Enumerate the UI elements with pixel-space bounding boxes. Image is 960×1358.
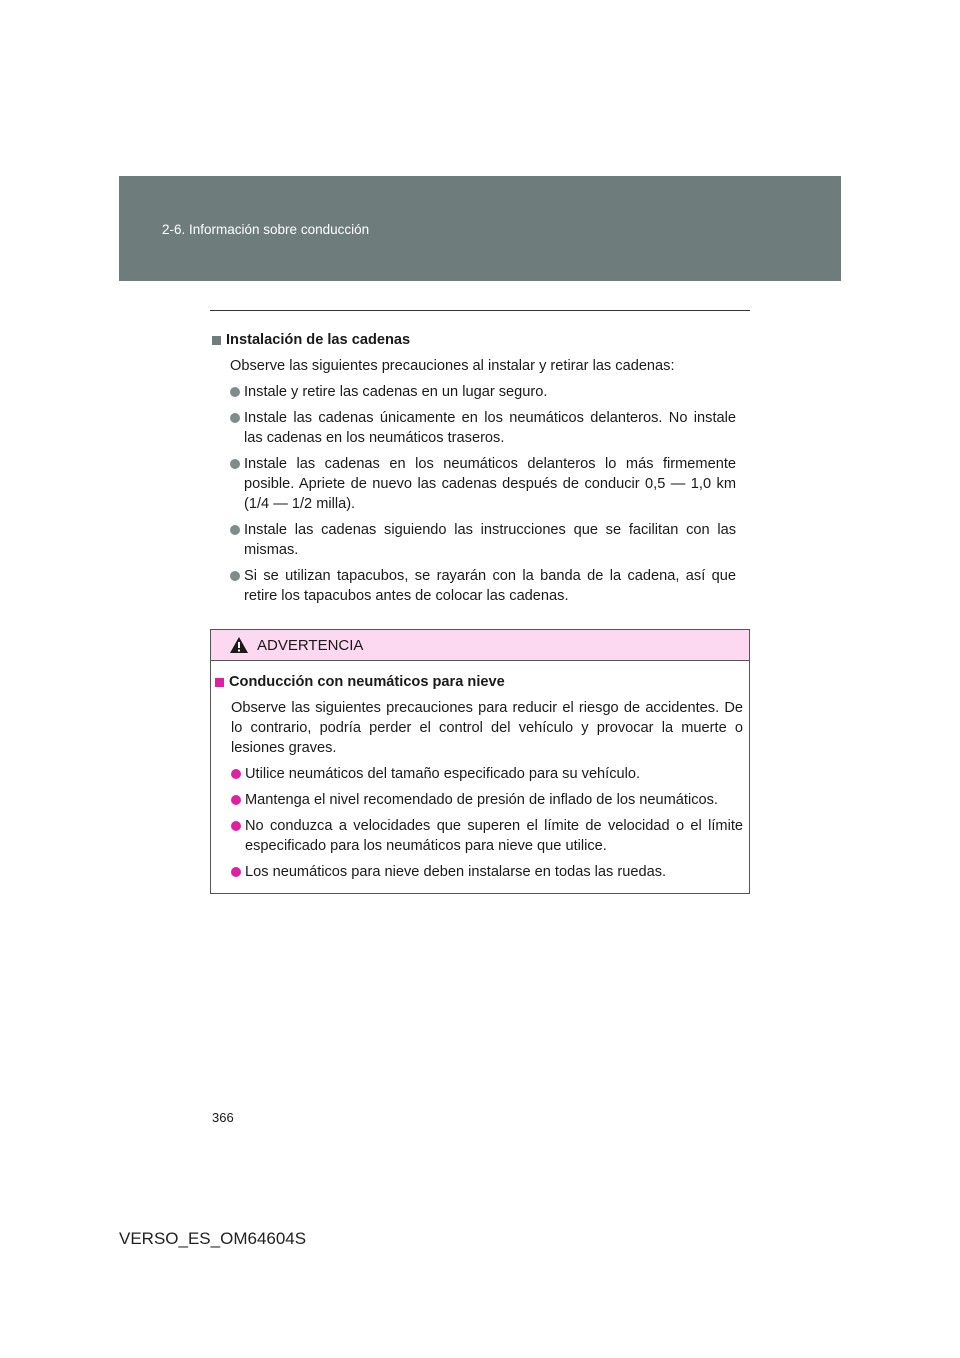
square-bullet-icon [215, 678, 224, 687]
list-item-text: Utilice neumáticos del tamaño especificado para su vehículo. [245, 766, 641, 782]
list-item [231, 764, 743, 784]
circle-bullet-icon [231, 769, 241, 779]
warning-box [210, 629, 750, 894]
divider [210, 310, 750, 311]
list-item [230, 520, 736, 560]
list-item-text: Los neumáticos para nieve deben instalarse en todas las ruedas. [245, 864, 667, 880]
list-item-text: Instale las cadenas en los neumáticos delanteros lo más firmemente posible. Apriete de nuevo las cadenas después de conducir 0,5 — 1,0 km (1/4 — 1/2 milla). [244, 456, 736, 512]
list-item [230, 382, 736, 402]
circle-bullet-icon [231, 795, 241, 805]
list-item [230, 454, 736, 514]
section-header [119, 176, 841, 281]
circle-bullet-icon [230, 387, 240, 397]
warning-heading [215, 672, 743, 692]
list-item-text: Instale las cadenas únicamente en los neumáticos delanteros. No instale las cadenas en los neumáticos traseros. [244, 410, 736, 446]
circle-bullet-icon [231, 867, 241, 877]
list-item [231, 816, 743, 856]
warning-title: ADVERTENCIA [257, 636, 364, 654]
circle-bullet-icon [231, 821, 241, 831]
list-item [230, 408, 736, 448]
list-item-text: Mantenga el nivel recomendado de presión de inflado de los neumáticos. [245, 792, 718, 808]
page-number: 366 [212, 1110, 234, 1125]
list-item-text: Si se utilizan tapacubos, se rayarán con la banda de la cadena, así que retire los tapacubos antes de colocar las cadenas. [244, 568, 736, 604]
warning-triangle-icon [229, 636, 249, 654]
circle-bullet-icon [230, 571, 240, 581]
list-item-text: Instale y retire las cadenas en un lugar seguro. [244, 384, 548, 400]
circle-bullet-icon [230, 413, 240, 423]
chains-intro: Observe las siguientes precauciones al instalar y retirar las cadenas: [230, 358, 675, 374]
chains-section [212, 330, 736, 606]
warning-heading-text: Conducción con neumáticos para nieve [229, 674, 505, 690]
list-item-text: No conduzca a velocidades que superen el límite de velocidad o el límite especificado para los neumáticos para nieve que utilice. [245, 818, 743, 854]
chains-heading [212, 330, 736, 350]
document-id: VERSO_ES_OM64604S [119, 1229, 307, 1248]
section-title: 2-6. Información sobre conducción [162, 222, 370, 237]
warning-intro: Observe las siguientes precauciones para reducir el riesgo de accidentes. De lo contrario, podría perder el control del vehículo y provocar la muerte o lesiones graves. [231, 700, 743, 756]
chains-heading-text: Instalación de las cadenas [226, 332, 411, 348]
list-item [231, 862, 743, 882]
circle-bullet-icon [230, 525, 240, 535]
warning-body [211, 661, 749, 882]
circle-bullet-icon [230, 459, 240, 469]
square-bullet-icon [212, 336, 221, 345]
warning-header [211, 630, 749, 661]
list-item-text: Instale las cadenas siguiendo las instrucciones que se facilitan con las mismas. [244, 522, 736, 558]
list-item [231, 790, 743, 810]
list-item [230, 566, 736, 606]
